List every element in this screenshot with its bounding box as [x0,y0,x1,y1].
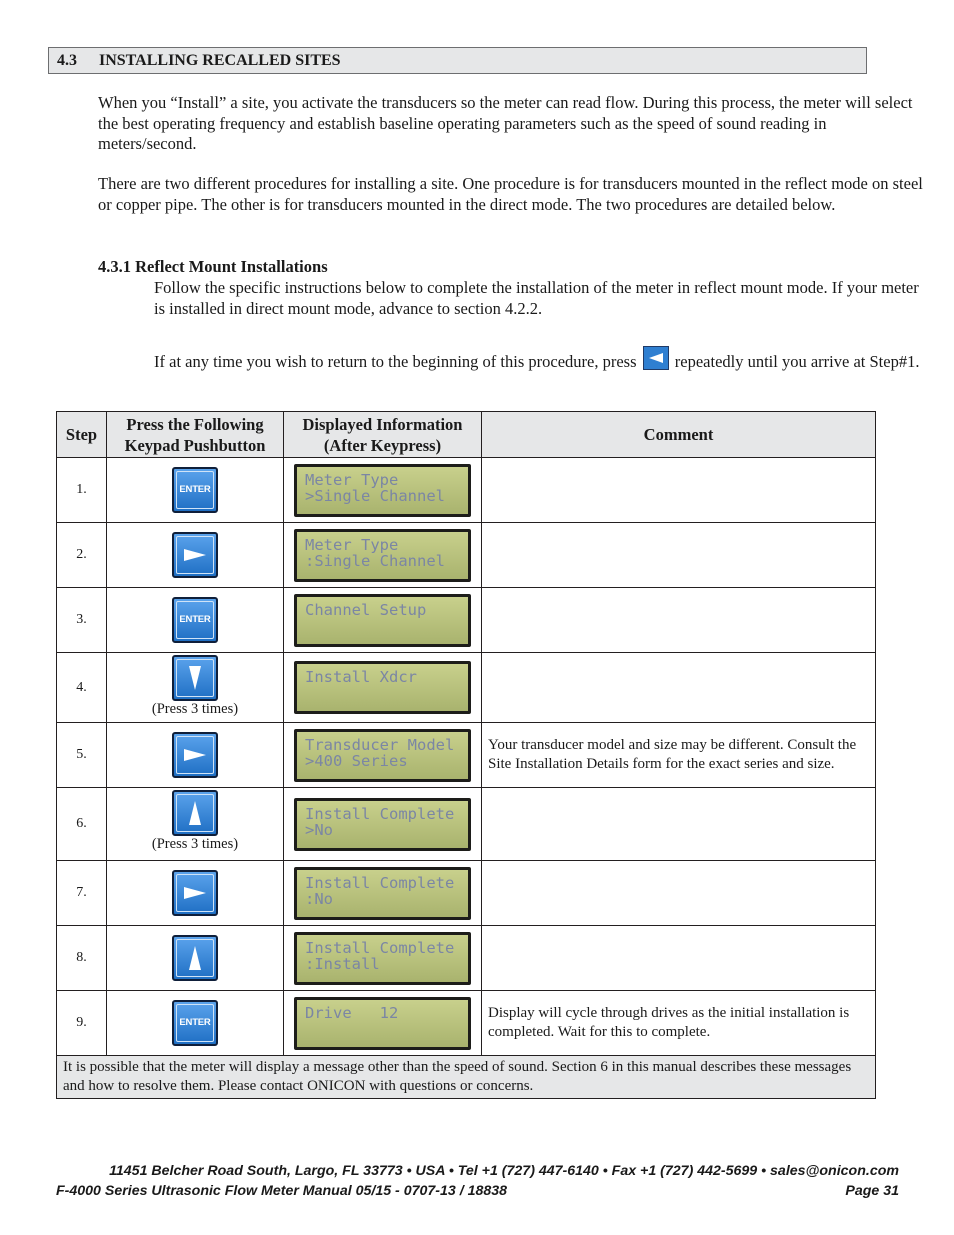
display-cell [284,458,482,523]
step-number: 7. [57,861,107,926]
lcd-line-1: Drive 12 [305,1003,399,1022]
keypad-cell [107,991,284,1056]
return-text-before: If at any time you wish to return to the beginning of this procedure, press [154,352,637,371]
lcd-line-2: :No [305,889,333,908]
step-number: 9. [57,991,107,1056]
table-row [57,991,876,1056]
display-cell [284,991,482,1056]
table-row [57,926,876,991]
lcd-line-1: Install Xdcr [305,668,417,686]
table-row [57,788,876,861]
comment-cell: Display will cycle through drives as the initial installation is completed. Wait for this to complete. [482,991,876,1056]
comment-cell [482,458,876,523]
press-count-note: (Press 3 times) [151,836,239,852]
section-title: INSTALLING RECALLED SITES [99,52,341,69]
lcd-line-1: Meter Type [305,535,399,554]
left-arrow-key-icon [643,346,669,370]
table-row [57,861,876,926]
keypad-cell [107,723,284,788]
footer-manual: F-4000 Series Ultrasonic Flow Meter Manual 05/15 - 0707-13 / 18838 [56,1183,508,1199]
lcd-line-2: >400 Series [305,751,408,770]
section-header [48,47,867,74]
display-cell [284,588,482,653]
comment-cell [482,926,876,991]
lcd-display [294,729,471,782]
section-number: 4.3 [57,52,77,69]
enter-key-label: ENTER [179,614,211,625]
lcd-line-1: Install Complete [305,804,455,823]
step-number: 8. [57,926,107,991]
lcd-line-1: Install Complete [305,938,455,957]
down-arrow-key-icon [172,655,218,701]
lcd-line-2: :Install [305,954,380,973]
lcd-display [294,529,471,582]
lcd-display [294,661,471,714]
header-display: Displayed Information (After Keypress) [284,412,482,458]
lcd-display [294,997,471,1050]
lcd-line-2: :Single Channel [305,551,445,570]
enter-key-label: ENTER [179,1017,211,1028]
comment-cell [482,588,876,653]
lcd-line-2: >Single Channel [305,486,445,505]
enter-key-icon [172,597,218,643]
display-cell [284,523,482,588]
step-number: 3. [57,588,107,653]
step-number: 4. [57,653,107,723]
subsection-intro: Follow the specific instructions below to complete the installation of the meter in reflect mount mode. If your meter is installed in direct mount mode, advance to section 4.2.2. [154,278,919,318]
table-row [57,723,876,788]
lcd-display [294,867,471,920]
right-arrow-key-icon [172,532,218,578]
comment-cell [482,523,876,588]
lcd-display [294,932,471,985]
keypad-cell [107,588,284,653]
keypad-cell [107,523,284,588]
comment-cell [482,861,876,926]
header-step: Step [57,412,107,458]
step-number: 2. [57,523,107,588]
table-row [57,653,876,723]
keypad-cell [107,861,284,926]
display-cell [284,788,482,861]
return-instruction [154,346,924,372]
display-cell [284,723,482,788]
keypad-cell [107,458,284,523]
page-number: Page 31 [845,1183,899,1199]
intro-paragraph: When you “Install” a site, you activate the transducers so the meter can read flow. During this process, the meter will select the best operating frequency and establish baseline operating parameters such as the speed of sound reading in meters/second. [98,93,913,153]
table-header-row [57,412,876,458]
comment-cell [482,653,876,723]
comment-cell: Your transducer model and size may be different. Consult the Site Installation Details form for the exact series and size. [482,723,876,788]
procedures-paragraph: There are two different procedures for installing a site. One procedure is for transducers mounted in the reflect mode on steel or copper pipe. The other is for transducers mounted in the direct mode. The two procedures are detailed below. [98,174,923,214]
up-arrow-key-icon [172,790,218,836]
lcd-line-2: >No [305,820,333,839]
return-text-after: repeatedly until you arrive at Step#1. [674,352,920,371]
footer-manual-line [56,1182,899,1200]
steps-table [56,411,876,1099]
enter-key-icon [172,1000,218,1046]
table-row [57,523,876,588]
press-count-note: (Press 3 times) [151,701,239,717]
display-cell [284,926,482,991]
table-row [57,458,876,523]
header-comment: Comment [482,412,876,458]
step-number: 6. [57,788,107,861]
step-number: 1. [57,458,107,523]
keypad-cell [107,653,284,723]
step-number: 5. [57,723,107,788]
keypad-cell [107,926,284,991]
up-arrow-key-icon [172,935,218,981]
right-arrow-key-icon [172,732,218,778]
lcd-line-1: Transducer Model [305,735,455,754]
keypad-cell [107,788,284,861]
display-cell [284,861,482,926]
lcd-line-1: Meter Type [305,470,399,489]
lcd-display [294,594,471,647]
display-cell [284,653,482,723]
subsection-heading: 4.3.1 Reflect Mount Installations [98,257,328,276]
lcd-display [294,798,471,851]
lcd-line-1: Channel Setup [305,600,427,619]
lcd-line-1: Install Complete [305,873,455,892]
header-keypad: Press the Following Keypad Pushbutton [107,412,284,458]
comment-cell [482,788,876,861]
footer-address: 11451 Belcher Road South, Largo, FL 33773 • USA • Tel +1 (727) 447-6140 • Fax +1 (727) 442-5699 • sales@onicon.com [109,1163,899,1179]
enter-key-label: ENTER [179,484,211,495]
table-row [57,588,876,653]
right-arrow-key-icon [172,870,218,916]
lcd-display [294,464,471,517]
enter-key-icon [172,467,218,513]
table-footnote: It is possible that the meter will display a message other than the speed of sound. Section 6 in this manual describes these messages and how to resolve them. Please contact ONICON with questions or concerns. [57,1056,876,1099]
